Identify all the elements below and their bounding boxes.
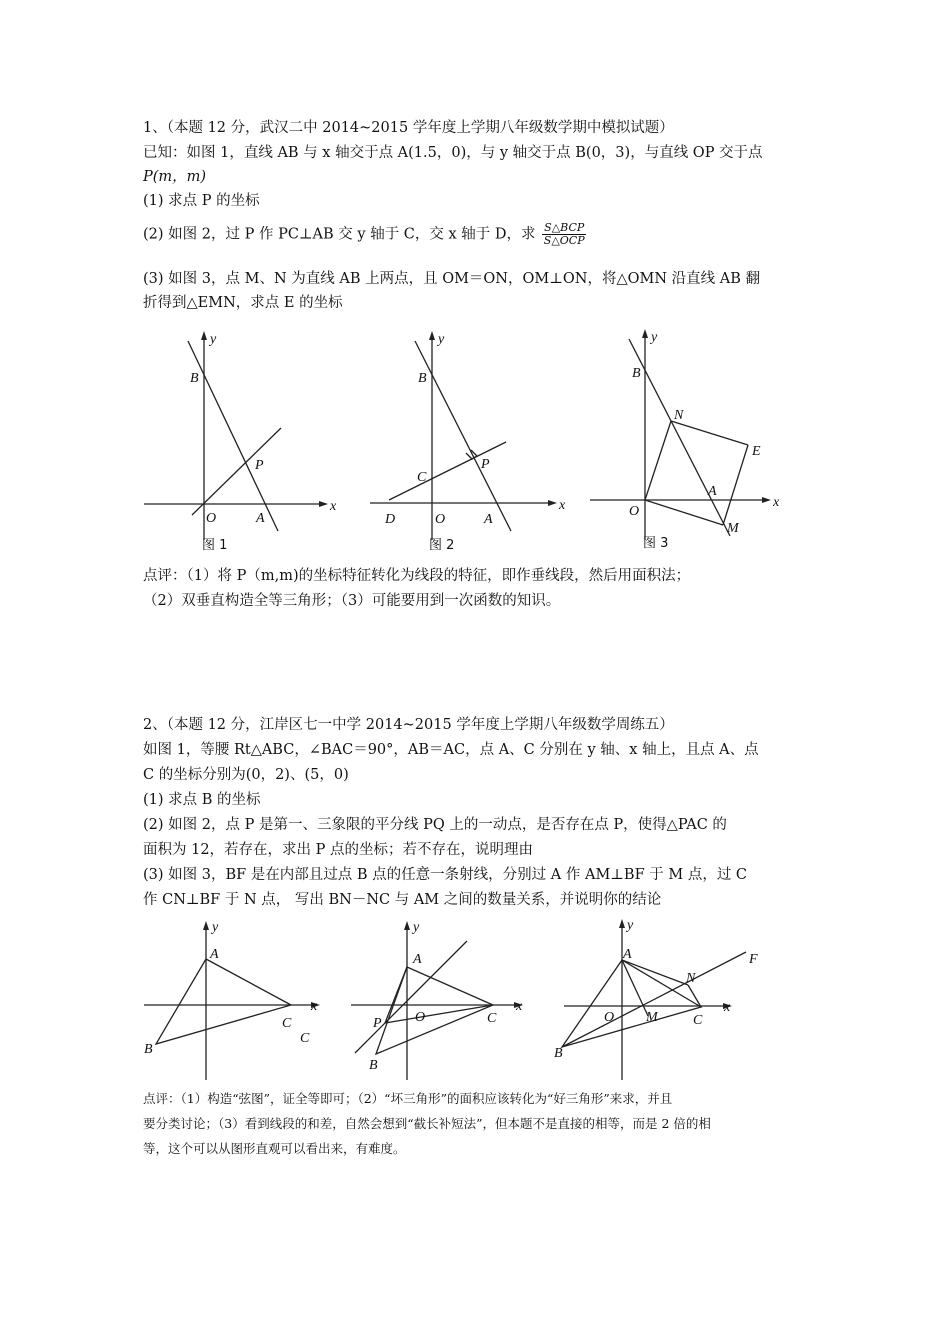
label-x: x (559, 498, 566, 513)
x-axis-arrow (762, 497, 771, 503)
label-o: O (415, 1010, 426, 1025)
problem2-comment-line2: 要分类讨论；（3）看到线段的和差，自然会想到“截长补短法”，但本题不是直接的相等，而是 2 倍的相 (143, 1116, 711, 1131)
problem1-question2 (143, 222, 586, 247)
label-m: M (646, 1010, 658, 1025)
triangle-abc (156, 959, 291, 1044)
label-o: O (604, 1010, 615, 1025)
fraction-numerator: S△BCP (544, 221, 585, 234)
label-c: C (693, 1013, 703, 1028)
problem1-comment-line2: （2）双垂直构造全等三角形；（3）可能要用到一次函数的知识。 (143, 593, 561, 609)
label-b: B (190, 371, 199, 386)
label-x: x (724, 1000, 731, 1015)
segment-em (723, 445, 748, 525)
triangle-abc (562, 960, 701, 1047)
line-pq (355, 941, 467, 1053)
figure-caption: 图 2 (429, 538, 455, 553)
problem2-figure3 (550, 915, 770, 1085)
label-y: y (651, 330, 658, 345)
line-op (192, 428, 281, 515)
fraction-denominator: S△OCP (543, 234, 585, 247)
problem2-comment-line1: 点评：（1）构造“弦图”，证全等即可；（2）“坏三角形”的面积应该转化为“好三角形”来求，并且 (143, 1091, 673, 1106)
label-a: A (256, 511, 265, 526)
ray-bf (562, 952, 746, 1047)
label-x: x (773, 495, 780, 510)
label-o: O (435, 512, 446, 527)
problem2-question3-line2: 作 CN⊥BF 于 N 点， 写出 BN－NC 与 AM 之间的数量关系，并说明你的结论 (143, 892, 662, 908)
problem2-header: 2、（本题 12 分，江岸区七一中学 2014~2015 学年度上学期八年级数学周练五） (143, 717, 674, 733)
label-o: O (206, 511, 217, 526)
problem2-question1: (1) 求点 B 的坐标 (143, 792, 261, 808)
problem1-header: 1、（本题 12 分，武汉二中 2014~2015 学年度上学期八年级数学期中模拟试题） (143, 120, 674, 136)
label-a: A (484, 512, 493, 527)
label-p: P (481, 457, 490, 472)
segment-ne (671, 421, 748, 445)
label-b: B (369, 1058, 378, 1073)
label-b: B (144, 1042, 153, 1057)
y-axis-arrow (642, 329, 648, 338)
label-n: N (686, 971, 696, 986)
problem2-figure2 (345, 915, 545, 1085)
label-x: x (311, 999, 318, 1014)
label-y: y (210, 332, 217, 347)
y-axis-arrow (404, 921, 410, 930)
label-p: P (373, 1016, 382, 1031)
area-ratio-fraction (542, 222, 586, 247)
problem1-given-line1: 已知：如图 1，直线 AB 与 x 轴交于点 A(1.5，0)，与 y 轴交于点 B(0，3)，与直线 OP 交于点 (143, 145, 763, 161)
figure-caption: 图 3 (643, 536, 669, 551)
problem1-figure2 (365, 325, 575, 555)
label-b: B (418, 371, 427, 386)
figure-caption: 图 1 (202, 538, 228, 553)
label-y: y (413, 920, 420, 935)
label-e: E (752, 444, 761, 459)
label-n: N (674, 408, 684, 423)
label-b: B (632, 366, 641, 381)
problem2-given-line2: C 的坐标分别为(0，2)、(5，0) (143, 767, 349, 783)
triangle-abc (376, 967, 493, 1054)
y-axis-arrow (203, 921, 209, 930)
problem1-comment-line1: 点评：（1）将 P（m,m)的坐标特征转化为线段的特征，即作垂线段，然后用面积法； (143, 568, 691, 584)
segment-om (645, 500, 723, 525)
label-x: x (516, 999, 523, 1014)
y-axis-arrow (619, 919, 625, 928)
label-y: y (438, 332, 445, 347)
label-y: y (627, 918, 634, 933)
label-m: M (727, 521, 739, 536)
problem1-question1: (1) 求点 P 的坐标 (143, 193, 260, 209)
line-ab (629, 339, 730, 536)
label-a: A (708, 484, 717, 499)
label-a: A (413, 952, 422, 967)
problem1-figure1 (140, 325, 340, 555)
problem2-figure1 (140, 915, 340, 1085)
label-p: P (255, 458, 264, 473)
problem1-given-line2: P(m，m) (143, 169, 207, 185)
label-d: D (385, 512, 396, 527)
y-axis-arrow (429, 331, 435, 340)
label-c: C (417, 470, 427, 485)
y-axis-arrow (201, 331, 207, 340)
problem1-figure3 (585, 325, 795, 555)
segment-on (645, 421, 671, 500)
label-c: C (282, 1016, 292, 1031)
label-a: A (623, 947, 632, 962)
problem1-question2-text: (2) 如图 2，过 P 作 PC⊥AB 交 y 轴于 C，交 x 轴于 D，求 (143, 226, 536, 243)
label-y: y (212, 920, 219, 935)
label-a: A (210, 947, 219, 962)
problem1-question3-line1: (3) 如图 3，点 M、N 为直线 AB 上两点，且 OM＝ON，OM⊥ON，将△OMN 沿直线 AB 翻 (143, 271, 760, 287)
problem2-question3-line1: (3) 如图 3，BF 是在内部且过点 B 点的任意一条射线，分别过 A 作 AM⊥BF 于 M 点，过 C (143, 867, 748, 883)
label-c-extra: C (300, 1031, 310, 1046)
segment-pa (385, 967, 407, 1023)
problem2-question2-line2: 面积为 12，若存在，求出 P 点的坐标；若不存在，说明理由 (143, 842, 534, 858)
x-axis-arrow (548, 500, 557, 506)
right-angle-mark (466, 450, 477, 459)
label-o: O (629, 504, 640, 519)
label-f: F (749, 952, 758, 967)
problem2-question2-line1: (2) 如图 2，点 P 是第一、三象限的平分线 PQ 上的一动点，是否存在点 P，使得△PAC 的 (143, 817, 727, 833)
problem1-question3-line2: 折得到△EMN，求点 E 的坐标 (143, 295, 343, 311)
label-b: B (554, 1046, 563, 1061)
problem2-given-line1: 如图 1，等腰 Rt△ABC，∠BAC＝90°，AB＝AC，点 A、C 分别在 y 轴、x 轴上，且点 A、点 (143, 742, 759, 758)
problem2-comment-line3: 等，这个可以从图形直观可以看出来，有难度。 (143, 1141, 406, 1156)
label-x: x (330, 499, 337, 514)
line-ab (188, 341, 278, 531)
x-axis-arrow (319, 501, 328, 507)
label-c: C (487, 1011, 497, 1026)
